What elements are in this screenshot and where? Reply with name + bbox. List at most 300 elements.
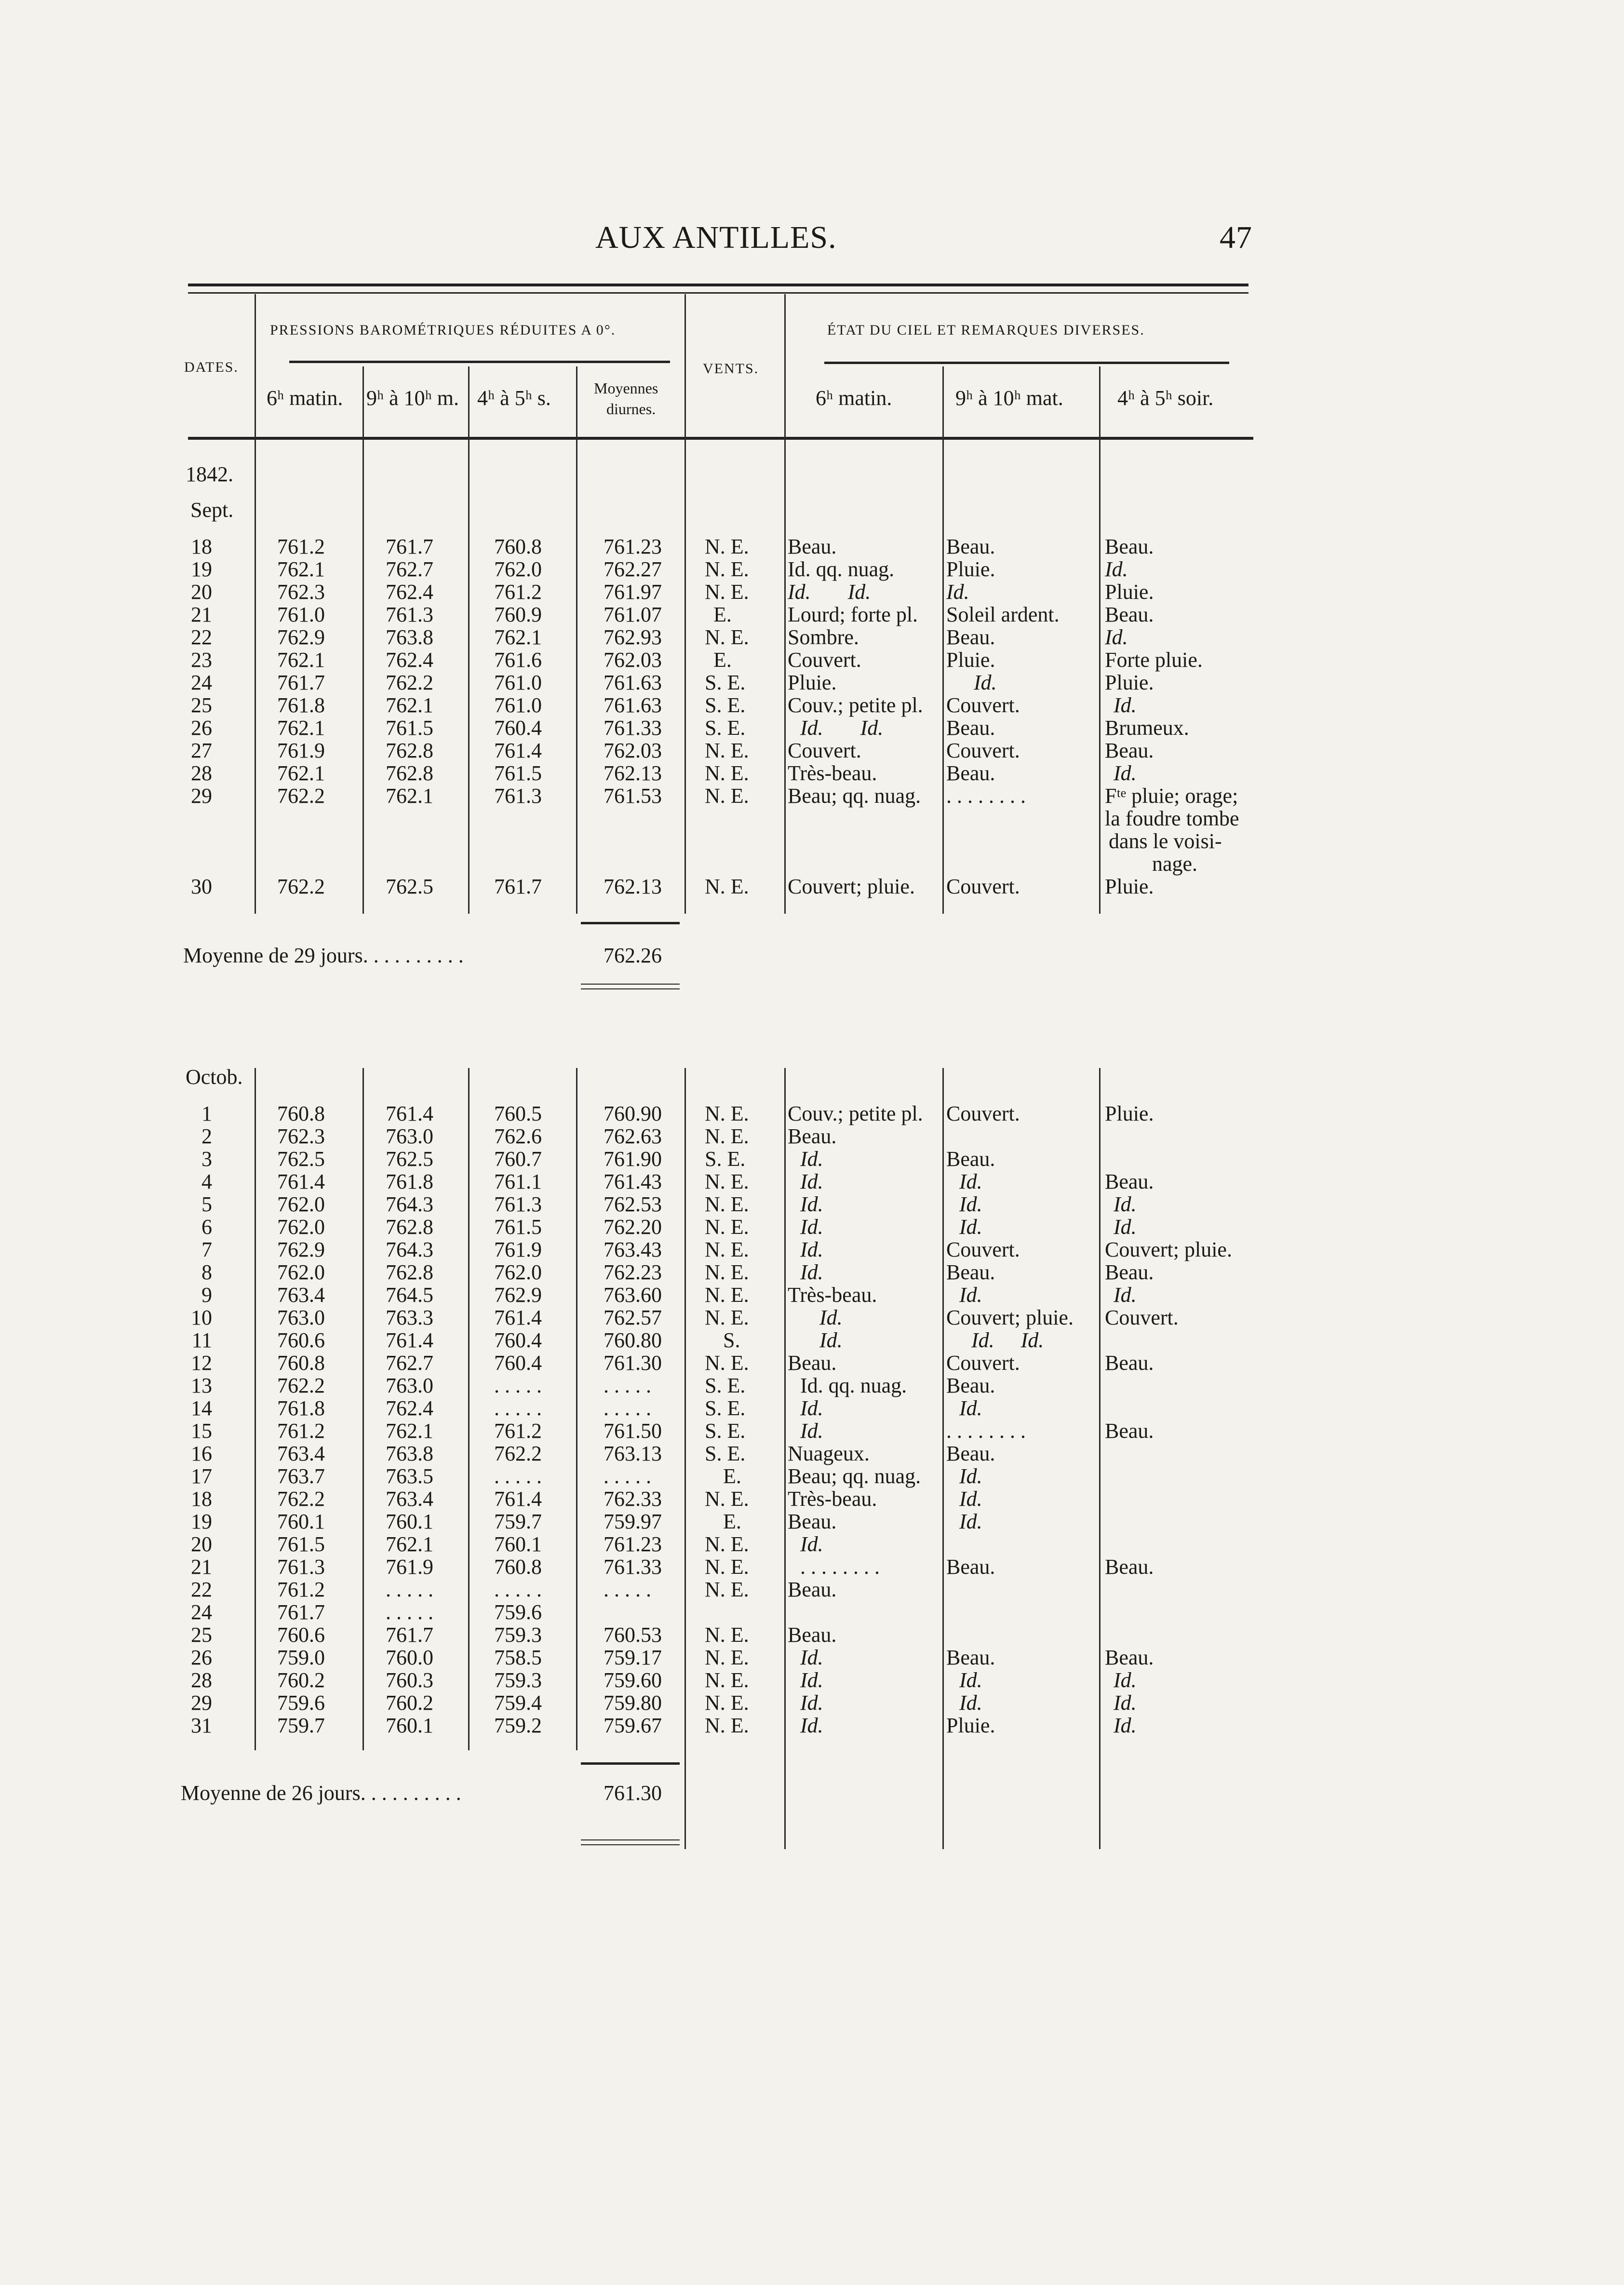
table-cell: 762.1: [277, 716, 325, 740]
table-row: [0, 762, 1302, 784]
table-cell: 762.4: [386, 1396, 433, 1420]
table-row: [0, 1533, 1302, 1555]
table-cell: Beau.: [788, 1510, 837, 1533]
sept-29-note-1: la foudre tombe: [1105, 807, 1239, 830]
table-row: [0, 1125, 1302, 1148]
table-cell: 11: [191, 1328, 212, 1352]
table-cell: 761.3: [494, 784, 542, 808]
pressures-group-header: PRESSIONS BAROMÉTRIQUES RÉDUITES A 0°.: [270, 322, 616, 338]
table-cell: 761.97: [604, 580, 662, 604]
table-cell: 762.3: [277, 1124, 325, 1148]
table-cell: Id.: [959, 1668, 982, 1692]
table-cell: 761.7: [386, 1623, 433, 1647]
table-cell: Couvert; pluie.: [1105, 1238, 1232, 1261]
table-cell: 761.4: [494, 739, 542, 762]
table-cell: Beau.: [788, 1578, 837, 1601]
table-cell: 759.3: [494, 1623, 542, 1647]
table-cell: 762.13: [604, 761, 662, 785]
table-cell: 759.60: [604, 1668, 662, 1692]
table-cell: E.: [723, 1510, 741, 1533]
table-row: [0, 694, 1302, 717]
table-cell: 761.4: [277, 1170, 325, 1193]
p-mean-header-2: diurnes.: [606, 400, 656, 418]
table-cell: N. E.: [705, 580, 749, 604]
table-cell: Pluie.: [946, 557, 995, 581]
table-row: [0, 1352, 1302, 1374]
table-cell: Id.: [819, 1306, 843, 1329]
table-cell: N. E.: [705, 739, 749, 762]
table-row: [0, 1623, 1302, 1646]
table-cell: 762.1: [277, 557, 325, 581]
table-cell: Sombre.: [788, 625, 859, 649]
table-cell: Id. qq. nuag.: [800, 1374, 907, 1397]
table-cell: 22: [191, 625, 212, 649]
p-9h-header: 9ʰ à 10ʰ m.: [366, 386, 459, 410]
year-label: 1842.: [186, 462, 233, 486]
table-cell: 759.6: [494, 1600, 542, 1624]
table-cell: 762.2: [386, 671, 433, 694]
table-cell: Id.: [959, 1487, 982, 1511]
s-9h-header: 9ʰ à 10ʰ mat.: [955, 386, 1063, 410]
table-cell: 762.8: [386, 761, 433, 785]
table-cell: 762.1: [386, 693, 433, 717]
table-cell: 762.03: [604, 739, 662, 762]
sept-avg-rule-top: [581, 922, 680, 924]
table-cell: 761.23: [604, 535, 662, 558]
table-cell: N. E.: [705, 1691, 749, 1715]
table-cell: 760.6: [277, 1623, 325, 1647]
table-cell: N. E.: [705, 1668, 749, 1692]
table-cell: Brumeux.: [1105, 716, 1189, 740]
table-row: [0, 1306, 1302, 1329]
table-cell: S. E.: [705, 1396, 746, 1420]
sept-29-note-2: dans le voisi-: [1109, 829, 1222, 853]
table-cell: Forte pluie.: [1105, 648, 1203, 672]
table-cell: Id.: [1114, 1714, 1137, 1737]
table-cell: N. E.: [705, 1555, 749, 1579]
table-cell: Id.: [1105, 557, 1128, 581]
s-4h-header: 4ʰ à 5ʰ soir.: [1117, 386, 1214, 410]
table-cell: 761.90: [604, 1147, 662, 1171]
month-label-sept: Sept.: [190, 498, 234, 522]
table-cell: 19: [191, 557, 212, 581]
table-cell: . . . . . . . .: [800, 1555, 880, 1579]
table-cell: 762.5: [386, 875, 433, 898]
table-cell: . . . . .: [494, 1578, 542, 1601]
table-cell: S. E.: [705, 693, 746, 717]
table-cell: N. E.: [705, 1215, 749, 1239]
table-cell: 759.0: [277, 1646, 325, 1669]
table-cell: E.: [713, 648, 732, 672]
table-cell: . . . . . . . .: [946, 784, 1026, 808]
table-cell: S.: [723, 1328, 740, 1352]
table-cell: 18: [191, 1487, 212, 1511]
table-cell: Beau.: [946, 535, 995, 558]
table-row: [0, 1102, 1302, 1125]
table-cell: Couvert.: [1105, 1306, 1179, 1329]
table-cell: Id.: [1114, 1668, 1137, 1692]
sept-avg-rule-b1: [581, 984, 680, 985]
table-cell: 760.80: [604, 1328, 662, 1352]
table-cell: Id.: [1114, 1192, 1137, 1216]
table-cell: Beau.: [946, 1374, 995, 1397]
table-cell: Id. Id.: [971, 1328, 1044, 1352]
table-row: [0, 1148, 1302, 1170]
table-cell: 762.0: [494, 557, 542, 581]
table-cell: Couvert.: [946, 1102, 1020, 1125]
table-cell: 763.4: [277, 1283, 325, 1307]
table-cell: 762.1: [386, 1419, 433, 1443]
table-cell: Id.: [800, 1419, 823, 1443]
table-cell: . . . . . . . .: [946, 1419, 1026, 1443]
table-cell: 761.0: [277, 603, 325, 626]
p-6h-header: 6ʰ matin.: [267, 386, 343, 410]
table-cell: 759.7: [494, 1510, 542, 1533]
table-cell: N. E.: [705, 1351, 749, 1375]
table-cell: 762.03: [604, 648, 662, 672]
table-cell: 760.2: [277, 1668, 325, 1692]
table-row: [0, 671, 1302, 694]
p-4h-header: 4ʰ à 5ʰ s.: [477, 386, 551, 410]
table-cell: 762.57: [604, 1306, 662, 1329]
table-cell: 760.1: [386, 1510, 433, 1533]
table-cell: Id. Id.: [788, 580, 871, 604]
table-cell: Id.: [974, 671, 997, 694]
table-cell: 25: [191, 693, 212, 717]
table-cell: 761.7: [386, 535, 433, 558]
table-cell: N. E.: [705, 625, 749, 649]
table-cell: 762.53: [604, 1192, 662, 1216]
table-cell: N. E.: [705, 1124, 749, 1148]
table-cell: 762.9: [277, 625, 325, 649]
table-cell: Beau.: [1105, 1351, 1154, 1375]
table-cell: 762.0: [277, 1215, 325, 1239]
table-cell: 759.3: [494, 1668, 542, 1692]
table-cell: N. E.: [705, 1192, 749, 1216]
table-cell: 762.1: [277, 761, 325, 785]
table-cell: Beau.: [1105, 1170, 1154, 1193]
table-cell: Id.: [1114, 1691, 1137, 1715]
table-row: [0, 1669, 1302, 1691]
table-cell: 9: [201, 1283, 212, 1307]
table-cell: Soleil ardent.: [946, 603, 1060, 626]
table-cell: Id.: [1105, 625, 1128, 649]
table-cell: 761.0: [494, 693, 542, 717]
table-row: [0, 603, 1302, 626]
table-cell: Id.: [959, 1464, 982, 1488]
table-cell: Beau.: [788, 535, 837, 558]
table-cell: Nuageux.: [788, 1442, 870, 1465]
table-cell: 760.6: [277, 1328, 325, 1352]
table-cell: 759.4: [494, 1691, 542, 1715]
table-cell: 759.97: [604, 1510, 662, 1533]
top-rule-thick: [188, 284, 1248, 286]
table-cell: 761.7: [494, 875, 542, 898]
table-cell: N. E.: [705, 557, 749, 581]
table-row: [0, 1442, 1302, 1465]
table-cell: 761.9: [386, 1555, 433, 1579]
table-cell: 15: [191, 1419, 212, 1443]
table-cell: 1: [201, 1102, 212, 1125]
table-cell: . . . . .: [494, 1396, 542, 1420]
table-cell: 759.7: [277, 1714, 325, 1737]
table-cell: 23: [191, 648, 212, 672]
table-cell: 761.33: [604, 1555, 662, 1579]
table-cell: N. E.: [705, 1170, 749, 1193]
table-cell: 761.23: [604, 1532, 662, 1556]
table-cell: 762.4: [386, 648, 433, 672]
table-row: [0, 558, 1302, 581]
table-cell: 762.5: [277, 1147, 325, 1171]
table-cell: Beau.: [946, 1260, 995, 1284]
table-cell: 762.33: [604, 1487, 662, 1511]
table-cell: 760.3: [386, 1668, 433, 1692]
table-cell: Beau.: [946, 1442, 995, 1465]
table-cell: . . . . .: [386, 1600, 433, 1624]
table-cell: Id.: [800, 1396, 823, 1420]
header-rule: [188, 437, 1253, 440]
table-cell: 24: [191, 671, 212, 694]
table-cell: 762.8: [386, 1215, 433, 1239]
top-rule-thin: [188, 292, 1248, 294]
table-cell: E.: [723, 1464, 741, 1488]
table-row: [0, 1691, 1302, 1714]
table-cell: S. E.: [705, 671, 746, 694]
table-cell: E.: [713, 603, 732, 626]
sept-avg-rule-b2: [581, 988, 680, 989]
table-cell: Id.: [959, 1510, 982, 1533]
table-cell: 762.3: [277, 580, 325, 604]
table-cell: 764.5: [386, 1283, 433, 1307]
table-row: [0, 1329, 1302, 1352]
table-cell: Beau.: [946, 625, 995, 649]
table-cell: 762.27: [604, 557, 662, 581]
table-cell: 12: [191, 1351, 212, 1375]
table-row: [0, 1374, 1302, 1397]
table-cell: 760.53: [604, 1623, 662, 1647]
table-cell: 760.0: [386, 1646, 433, 1669]
table-cell: 761.53: [604, 784, 662, 808]
table-cell: Id.: [819, 1328, 843, 1352]
table-cell: 761.5: [494, 761, 542, 785]
table-cell: 760.8: [494, 535, 542, 558]
table-row: [0, 875, 1302, 898]
table-cell: Beau.: [946, 1646, 995, 1669]
table-cell: N. E.: [705, 875, 749, 898]
table-cell: Id.: [800, 1260, 823, 1284]
table-cell: 762.2: [277, 1374, 325, 1397]
oct-average-label: Moyenne de 26 jours. . . . . . . . . .: [181, 1781, 461, 1805]
table-cell: 29: [191, 1691, 212, 1715]
table-cell: 758.5: [494, 1646, 542, 1669]
table-cell: Couvert.: [946, 693, 1020, 717]
table-cell: N. E.: [705, 761, 749, 785]
table-cell: 761.63: [604, 693, 662, 717]
table-cell: 761.5: [386, 716, 433, 740]
table-row: [0, 1714, 1302, 1737]
table-cell: 762.0: [277, 1260, 325, 1284]
table-row: [0, 1170, 1302, 1193]
table-cell: 17: [191, 1464, 212, 1488]
table-cell: 763.5: [386, 1464, 433, 1488]
table-cell: . . . . .: [386, 1578, 433, 1601]
table-row: [0, 1261, 1302, 1284]
table-cell: 19: [191, 1510, 212, 1533]
table-cell: 761.4: [386, 1102, 433, 1125]
table-cell: Beau; qq. nuag.: [788, 784, 921, 808]
table-cell: Id.: [1114, 761, 1137, 785]
table-cell: 762.7: [386, 557, 433, 581]
table-cell: 760.8: [277, 1102, 325, 1125]
table-cell: S. E.: [705, 716, 746, 740]
table-cell: 763.0: [386, 1374, 433, 1397]
table-row: [0, 626, 1302, 649]
table-cell: Id.: [1114, 1283, 1137, 1307]
table-cell: 763.8: [386, 625, 433, 649]
table-cell: 761.4: [494, 1487, 542, 1511]
table-cell: Très-beau.: [788, 1487, 877, 1511]
sky-group-header: ÉTAT DU CIEL ET REMARQUES DIVERSES.: [827, 322, 1145, 338]
table-cell: Beau; qq. nuag.: [788, 1464, 921, 1488]
table-cell: 759.67: [604, 1714, 662, 1737]
table-cell: Beau.: [946, 1147, 995, 1171]
table-cell: 762.5: [386, 1147, 433, 1171]
table-cell: 10: [191, 1306, 212, 1329]
table-cell: 759.17: [604, 1646, 662, 1669]
table-row: [0, 1510, 1302, 1533]
table-cell: N. E.: [705, 784, 749, 808]
table-cell: 764.3: [386, 1238, 433, 1261]
table-cell: 762.0: [494, 1260, 542, 1284]
table-cell: Id.: [800, 1646, 823, 1669]
table-cell: . . . . .: [604, 1374, 651, 1397]
table-cell: Id.: [959, 1192, 982, 1216]
table-cell: Beau.: [788, 1351, 837, 1375]
table-cell: Très-beau.: [788, 1283, 877, 1307]
table-cell: Beau.: [788, 1623, 837, 1647]
table-cell: 763.7: [277, 1464, 325, 1488]
table-row: [0, 581, 1302, 603]
table-row: [0, 784, 1302, 807]
page-number: 47: [1220, 220, 1252, 255]
table-cell: 14: [191, 1396, 212, 1420]
table-cell: 6: [201, 1215, 212, 1239]
table-cell: 762.2: [494, 1442, 542, 1465]
table-cell: 762.1: [277, 648, 325, 672]
table-cell: Couvert.: [946, 1238, 1020, 1261]
table-cell: 762.13: [604, 875, 662, 898]
table-row: [0, 1420, 1302, 1442]
table-cell: Pluie.: [946, 648, 995, 672]
oct-avg-rule-b2: [581, 1844, 680, 1845]
table-cell: N. E.: [705, 1238, 749, 1261]
table-cell: 20: [191, 580, 212, 604]
table-cell: 759.6: [277, 1691, 325, 1715]
table-cell: 31: [191, 1714, 212, 1737]
table-cell: Lourd; forte pl.: [788, 603, 918, 626]
table-cell: 762.23: [604, 1260, 662, 1284]
dates-header: DATES.: [184, 359, 239, 375]
table-cell: Id.: [800, 1714, 823, 1737]
table-cell: Beau.: [946, 1555, 995, 1579]
table-cell: Id. Id.: [800, 716, 884, 740]
table-cell: Couvert; pluie.: [788, 875, 915, 898]
table-row: [0, 535, 1302, 558]
table-cell: Id.: [800, 1192, 823, 1216]
table-cell: 762.6: [494, 1124, 542, 1148]
table-cell: 761.5: [277, 1532, 325, 1556]
table-cell: 763.60: [604, 1283, 662, 1307]
table-cell: 2: [201, 1124, 212, 1148]
table-cell: 760.4: [494, 716, 542, 740]
table-cell: 7: [201, 1238, 212, 1261]
table-cell: 761.2: [277, 535, 325, 558]
table-cell: 760.2: [386, 1691, 433, 1715]
table-cell: 761.63: [604, 671, 662, 694]
page-title: AUX ANTILLES.: [595, 220, 837, 255]
table-cell: 761.2: [494, 1419, 542, 1443]
table-cell: Id.: [800, 1532, 823, 1556]
table-cell: 763.8: [386, 1442, 433, 1465]
table-cell: 761.7: [277, 1600, 325, 1624]
table-cell: 763.4: [386, 1487, 433, 1511]
table-cell: 761.9: [277, 739, 325, 762]
table-cell: 761.8: [277, 693, 325, 717]
table-cell: 761.2: [494, 580, 542, 604]
table-cell: Pluie.: [1105, 1102, 1154, 1125]
table-cell: 762.63: [604, 1124, 662, 1148]
table-cell: 30: [191, 875, 212, 898]
table-cell: 21: [191, 603, 212, 626]
table-cell: 761.4: [494, 1306, 542, 1329]
table-cell: 760.8: [494, 1555, 542, 1579]
table-cell: Id.: [800, 1147, 823, 1171]
table-cell: N. E.: [705, 1623, 749, 1647]
table-row: [0, 1555, 1302, 1578]
table-row: [0, 1238, 1302, 1261]
table-cell: 761.5: [494, 1215, 542, 1239]
table-cell: Id.: [959, 1691, 982, 1715]
table-cell: Beau.: [1105, 1555, 1154, 1579]
table-cell: Couvert.: [946, 1351, 1020, 1375]
sept-average-value: 762.26: [604, 944, 662, 967]
table-row: [0, 1193, 1302, 1216]
table-cell: N. E.: [705, 1306, 749, 1329]
table-cell: 763.43: [604, 1238, 662, 1261]
table-cell: 760.9: [494, 603, 542, 626]
table-cell: Beau.: [946, 761, 995, 785]
table-cell: S. E.: [705, 1374, 746, 1397]
table-cell: 18: [191, 535, 212, 558]
oct-average-value: 761.30: [604, 1781, 662, 1805]
table-cell: Couvert.: [788, 648, 861, 672]
table-cell: N. E.: [705, 1532, 749, 1556]
table-cell: 763.13: [604, 1442, 662, 1465]
table-row: [0, 1601, 1302, 1623]
table-cell: Beau.: [1105, 535, 1154, 558]
table-cell: . . . . .: [604, 1464, 651, 1488]
table-cell: 762.9: [494, 1283, 542, 1307]
table-cell: 761.0: [494, 671, 542, 694]
table-cell: N. E.: [705, 1578, 749, 1601]
table-cell: S. E.: [705, 1442, 746, 1465]
table-cell: 764.3: [386, 1192, 433, 1216]
table-row: [0, 1465, 1302, 1487]
table-cell: 762.2: [277, 784, 325, 808]
table-cell: 761.3: [386, 603, 433, 626]
table-cell: Couvert.: [788, 739, 861, 762]
table-row: [0, 1284, 1302, 1306]
